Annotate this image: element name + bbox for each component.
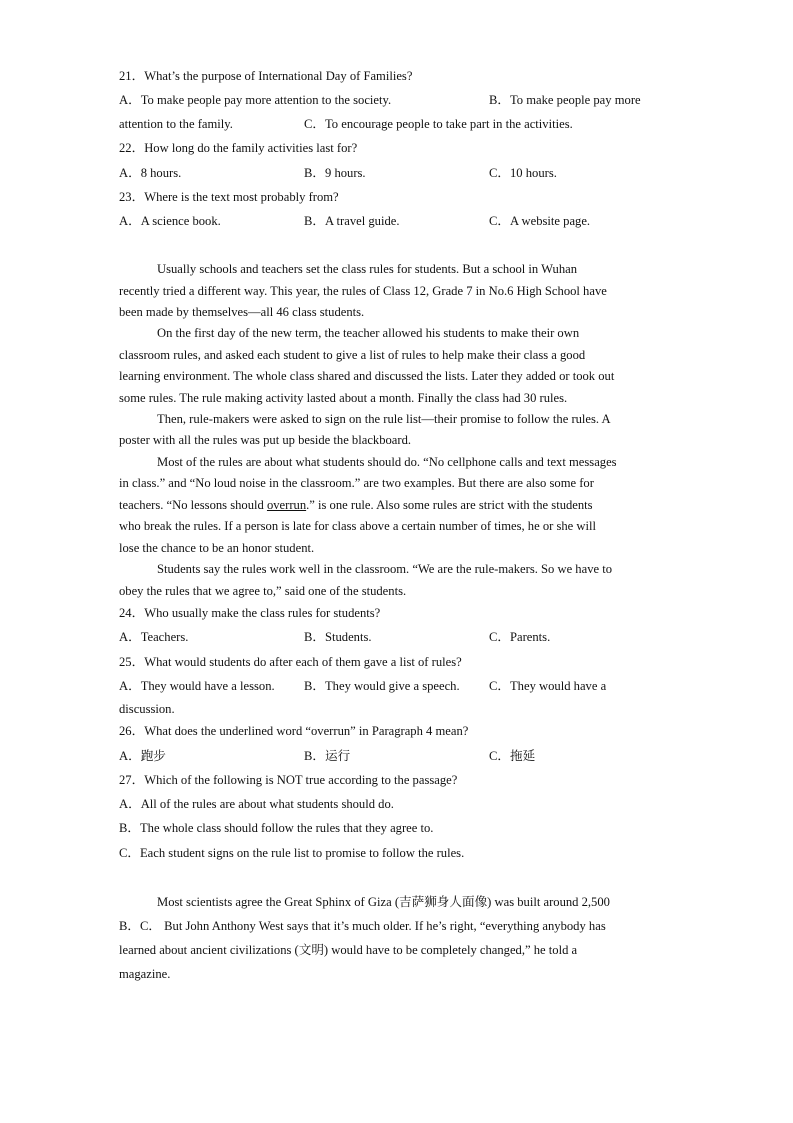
passage-line: recently tried a different way. This year, the rules of Class 12, Grade 7 in No.6 High School have bbox=[119, 284, 607, 298]
q23-option-b: B．A travel guide. bbox=[304, 214, 400, 228]
passage-line: in class.” and “No loud noise in the classroom.” are two examples. But there are also some for bbox=[119, 476, 594, 490]
question-22-stem: 22．How long do the family activities last for? bbox=[119, 141, 358, 155]
q26-option-b: B．运行 bbox=[304, 749, 351, 763]
passage-line: learning environment. The whole class shared and discussed the lists. Later they added or took out bbox=[119, 369, 615, 383]
passage-line: obey the rules that we agree to,” said one of the students. bbox=[119, 584, 407, 598]
passage-line: Then, rule-makers were asked to sign on the rule list—their promise to follow the rules. A bbox=[157, 412, 611, 426]
passage-line: poster with all the rules was put up beside the blackboard. bbox=[119, 433, 412, 447]
q21-option-a: A．To make people pay more attention to the society. bbox=[119, 93, 392, 107]
question-25-stem: 25．What would students do after each of them gave a list of rules? bbox=[119, 655, 462, 669]
q25-option-c-continued: discussion. bbox=[119, 702, 175, 716]
passage-line: learned about ancient civilizations (文明) would have to be completely changed,” he told a bbox=[119, 943, 578, 957]
question-24-stem: 24．Who usually make the class rules for students? bbox=[119, 606, 381, 620]
question-26-stem: 26．What does the underlined word “overrun” in Paragraph 4 mean? bbox=[119, 724, 469, 738]
passage-line: some rules. The rule making activity lasted about a month. Finally the class had 30 rules. bbox=[119, 391, 568, 405]
passage-line: Most of the rules are about what students should do. “No cellphone calls and text messages bbox=[157, 455, 617, 469]
q21-option-b-continued: attention to the family. bbox=[119, 117, 233, 131]
passage-line: Most scientists agree the Great Sphinx of Giza (吉萨狮身人面像) was built around 2,500 bbox=[157, 895, 610, 909]
q24-option-c: C．Parents. bbox=[489, 630, 551, 644]
q24-option-b: B．Students. bbox=[304, 630, 372, 644]
q22-option-b: B．9 hours. bbox=[304, 166, 366, 180]
q25-option-b: B．They would give a speech. bbox=[304, 679, 460, 693]
passage-line: Usually schools and teachers set the class rules for students. But a school in Wuhan bbox=[157, 262, 578, 276]
q21-option-b: B．To make people pay more bbox=[489, 93, 641, 107]
underlined-word: overrun bbox=[266, 498, 307, 512]
q27-option-c: C．Each student signs on the rule list to promise to follow the rules. bbox=[119, 846, 465, 860]
q25-option-a: A．They would have a lesson. bbox=[119, 679, 275, 693]
q26-option-c: C．拖延 bbox=[489, 749, 536, 763]
passage-line: who break the rules. If a person is late for class above a certain number of times, he or she will bbox=[119, 519, 597, 533]
q23-option-a: A．A science book. bbox=[119, 214, 221, 228]
passage-line: lose the chance to be an honor student. bbox=[119, 541, 315, 555]
q25-option-c: C．They would have a bbox=[489, 679, 607, 693]
passage-line bbox=[119, 497, 593, 513]
q22-option-c: C．10 hours. bbox=[489, 166, 557, 180]
q26-option-a: A．跑步 bbox=[119, 749, 166, 763]
q27-option-b: B．The whole class should follow the rules that they agree to. bbox=[119, 821, 434, 835]
passage-line: Students say the rules work well in the classroom. “We are the rule-makers. So we have to bbox=[157, 562, 613, 576]
passage-line: On the first day of the new term, the teacher allowed his students to make their own bbox=[157, 326, 580, 340]
passage-line: B．C． But John Anthony West says that it’s much older. If he’s right, “everything anybody has bbox=[119, 919, 606, 933]
question-21-stem: 21．What’s the purpose of International Day of Families? bbox=[119, 69, 413, 83]
passage-line: magazine. bbox=[119, 967, 171, 981]
passage-text: .” is one rule. Also some rules are strict with the students bbox=[306, 498, 593, 512]
question-23-stem: 23．Where is the text most probably from? bbox=[119, 190, 339, 204]
question-27-stem: 27．Which of the following is NOT true according to the passage? bbox=[119, 773, 458, 787]
q21-option-c: C．To encourage people to take part in the activities. bbox=[304, 117, 573, 131]
q23-option-c: C．A website page. bbox=[489, 214, 591, 228]
passage-line: been made by themselves—all 46 class students. bbox=[119, 305, 365, 319]
q24-option-a: A．Teachers. bbox=[119, 630, 189, 644]
passage-line: classroom rules, and asked each student to give a list of rules to help make their class a good bbox=[119, 348, 586, 362]
q22-option-a: A．8 hours. bbox=[119, 166, 182, 180]
q27-option-a: A．All of the rules are about what students should do. bbox=[119, 797, 394, 811]
passage-text: teachers. “No lessons should bbox=[119, 498, 267, 512]
